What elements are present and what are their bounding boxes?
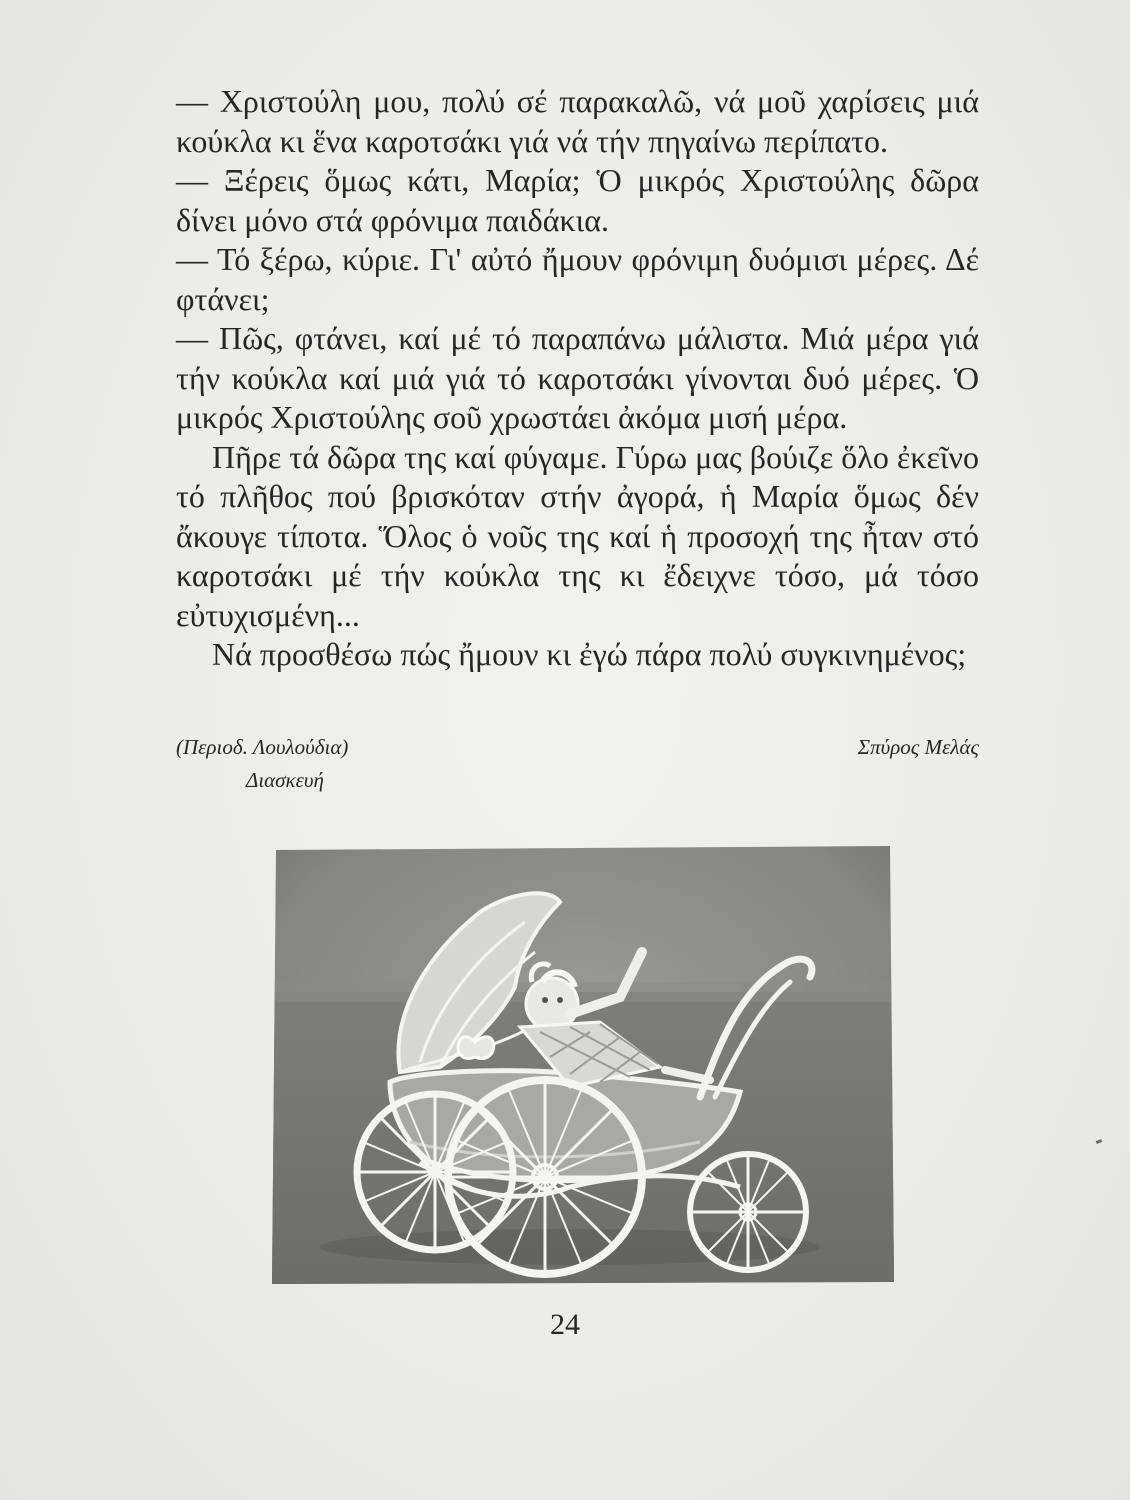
dialogue-line-4: — Πῶς, φτάνει, καί μέ τό παραπάνω μάλιστα. Μιά μέρα γιά τήν κούκλα καί μιά γιά τό καροτσάκι γίνονται δυό μέρες. Ὁ μικρός Χριστούλης σοῦ χρωστάει ἀκόμα μισή μέρα. [176,320,979,435]
narration-paragraph-2: Νά προσθέσω πώς ἤμουν κι ἐγώ πάρα πολύ συγκινημένος; [212,636,967,672]
adaptation-note: Διασκευή [246,768,324,792]
stroller-with-doll-icon [270,842,897,1285]
narration-paragraph-1: Πῆρε τά δῶρα της καί φύγαμε. Γύρω μας βούιζε ὅλο ἐκεῖνο τό πλῆθος πού βρισκόταν στήν ἀγορά, ἡ Μαρία ὅμως δέν ἄκουγε τίποτα. Ὅλος ὁ νοῦς της καί ἡ προσοχή της ἦταν στό καροτσάκι μέ τήν κούκλα της κι ἔδειχνε τόσο, μά τόσο εὐτυχισμένη... [176,438,979,633]
author-name: Σπύρος Μελάς [857,735,979,759]
dialogue-line-2: — Ξέρεις ὅμως κάτι, Μαρία; Ὁ μικρός Χριστούλης δῶρα δίνει μόνο στά φρόνιμα παιδάκια. [176,162,979,238]
source-citation: (Περιοδ. Λουλούδια) [176,735,349,759]
story-text [176,82,979,675]
dialogue-line-1: — Χριστούλη μου, πολύ σέ παρακαλῶ, νά μοῦ χαρίσεις μιά κούκλα κι ἕνα καροτσάκι γιά νά τήν πηγαίνω περίπατο. [176,83,979,159]
page-number: 24 [550,1308,580,1341]
dialogue-line-3: — Τό ξέρω, κύριε. Γι' αὐτό ἤμουν φρόνιμη δυόμισι μέρες. Δέ φτάνει; [176,241,979,317]
stroller-illustration [270,842,897,1285]
attribution [176,730,979,794]
